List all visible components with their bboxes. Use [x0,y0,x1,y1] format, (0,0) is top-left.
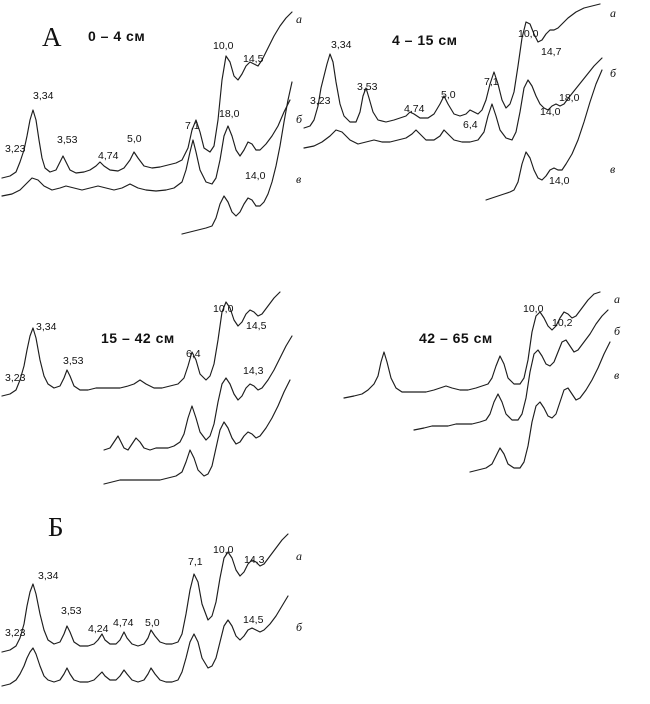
peak-label: 14,3 [244,554,265,566]
panel-4-15-traces [300,0,650,300]
peak-label: 3,34 [36,321,57,333]
peak-label: 3,23 [5,627,26,639]
panel-15-42-title: 15 – 42 см [101,330,175,346]
curve-label-b: б [610,66,617,80]
peak-label: 7,1 [484,76,499,88]
curve-b [304,58,602,148]
panel-42-65-traces [340,290,650,520]
peak-label: 14,3 [243,365,264,377]
peak-label: 3,34 [331,39,352,51]
curve-v [470,342,610,472]
peak-label: 18,0 [559,92,580,104]
peak-label: 3,34 [33,90,54,102]
panel-0-4-title: 0 – 4 см [88,28,146,44]
panel-0-4-traces [0,0,310,300]
curve-label-b: б [614,324,621,338]
peak-label: 3,53 [357,81,378,93]
panel-4-15-title: 4 – 15 см [392,32,458,48]
peak-label: 4,74 [404,103,425,115]
peak-label: 7,1 [185,120,200,132]
peak-label: 3,53 [61,605,82,617]
peak-label: 14,7 [541,46,562,58]
panel-42-65 [340,290,650,520]
peak-label: 14,0 [540,106,561,118]
peak-label: 3,53 [63,355,84,367]
panel-b [0,530,310,704]
peak-label: 4,74 [113,617,134,629]
peak-label: 14,5 [243,53,264,65]
peak-label: 7,1 [188,556,203,568]
peak-label: 5,0 [145,617,160,629]
peak-label: 10,2 [552,317,573,329]
peak-label: 5,0 [441,89,456,101]
curve-a [2,292,280,396]
peak-label: 10,0 [518,28,539,40]
curve-label-v: в [610,162,616,176]
curve-a [344,292,600,398]
peak-label: 5,0 [127,133,142,145]
curve-v [182,82,292,234]
peak-label: 3,34 [38,570,59,582]
peak-label: 3,23 [310,95,331,107]
curve-label-v: в [296,172,302,186]
peak-label: 3,23 [5,372,26,384]
curve-label-b: б [296,112,303,126]
curve-v [104,380,290,484]
panel-4-15 [300,0,650,300]
peak-label: 10,0 [523,303,544,315]
peak-label: 14,5 [246,320,267,332]
peak-label: 14,5 [243,614,264,626]
curve-label-v: в [614,368,620,382]
group-label-b: Б [48,512,64,542]
panel-42-65-title: 42 – 65 см [419,330,493,346]
peak-label: 10,0 [213,303,234,315]
panel-15-42 [0,290,310,520]
peak-label: 6,4 [463,119,478,131]
peak-label: 18,0 [219,108,240,120]
peak-label: 4,74 [98,150,119,162]
peak-label: 14,0 [549,175,570,187]
curve-label-a: а [296,12,302,26]
peak-label: 6,4 [186,348,201,360]
peak-label: 10,0 [213,544,234,556]
peak-label: 10,0 [213,40,234,52]
peak-label: 3,53 [57,134,78,146]
curve-label-a: а [610,6,616,20]
curve-b [2,596,288,686]
curve-label-a: а [296,549,302,563]
peak-label: 4,24 [88,623,109,635]
curve-b [414,310,608,430]
curve-label-b: б [296,620,303,634]
peak-label: 3,23 [5,143,26,155]
peak-label: 14,0 [245,170,266,182]
panel-0-4 [0,0,310,300]
curve-label-a: а [614,292,620,306]
group-label-a: А [42,22,62,52]
